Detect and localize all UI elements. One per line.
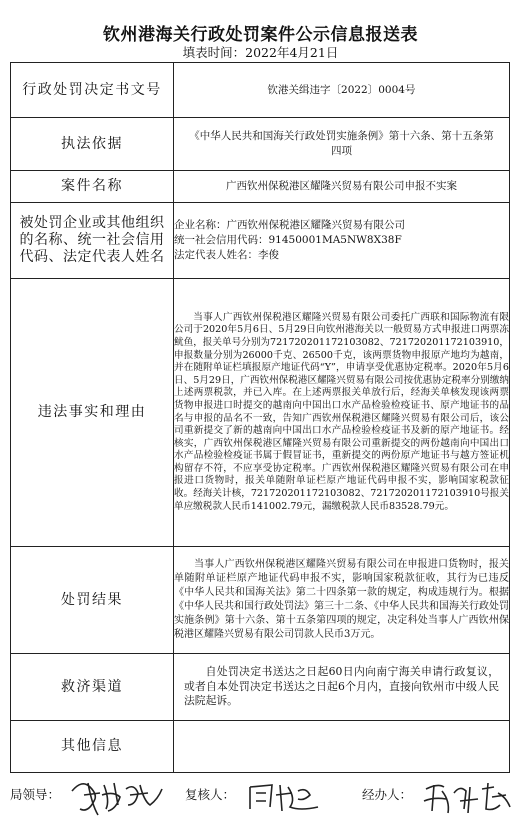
row-case-name <box>11 171 510 203</box>
handler-signature <box>420 775 516 819</box>
director-signature <box>68 775 168 819</box>
label-remedy: 救济渠道 <box>11 654 174 721</box>
remedy-text: 自处罚决定书送达之日起60日内向南宁海关申请行政复议，或者自本处罚决定书送达之日起6个月内，直接向钦州市中级人民法院起诉。 <box>184 665 499 708</box>
reviewer-label: 复核人： <box>185 787 236 802</box>
value-violation-facts <box>174 279 510 547</box>
value-remedy <box>174 654 510 721</box>
label-party-info: 被处罚企业或其他组织的名称、统一社会信用代码、法定代表人姓名 <box>11 203 174 279</box>
value-party-info <box>174 203 510 279</box>
form-title: 钦州港海关行政处罚案件公示信息报送表 <box>103 25 418 45</box>
value-penalty-result <box>174 547 510 654</box>
label-penalty-result: 处罚结果 <box>11 547 174 654</box>
party-name: 企业名称：广西钦州保税港区耀隆兴贸易有限公司 <box>174 219 405 231</box>
row-party-info <box>11 203 510 279</box>
row-remedy <box>11 654 510 721</box>
label-violation-facts: 违法事实和理由 <box>11 279 174 547</box>
party-credit-code: 统一社会信用代码：91450001MA5NW8X38F <box>174 234 402 246</box>
info-table <box>10 62 510 773</box>
label-case-name: 案件名称 <box>11 171 174 203</box>
signature-area <box>0 775 521 819</box>
value-case-name: 广西钦州保税港区耀隆兴贸易有限公司申报不实案 <box>174 171 510 203</box>
value-legal-basis: 《中华人民共和国海关行政处罚实施条例》第十六条、第十五条第四项 <box>174 118 510 171</box>
penalty-result-text: 当事人广西钦州保税港区耀隆兴贸易有限公司在申报进口货物时，报关单随附单证栏原产地证代码申报不实，影响国家税款征收，其行为已违反《中华人民共和国海关法》第二十四条第一款的规定，构成违规行为。根据《中华人民共和国行政处罚法》第三十二条、《中华人民共和国海关行政处罚实施条例》第十六条、第十五条第四项的规定，决定科处当事人广西钦州保税港区耀隆兴贸易有限公司罚款人民币3万元。 <box>174 559 509 640</box>
row-penalty-result <box>11 547 510 654</box>
row-other-info <box>11 721 510 773</box>
label-decision-number: 行政处罚决定书文号 <box>11 63 174 118</box>
violation-facts-text: 当事人广西钦州保税港区耀隆兴贸易有限公司委托广西联和国际物流有限公司于2020年5月6日、5月29日向钦州港海关以一般贸易方式申报进口两票冻鱿鱼，报关单号分别为721720201172103082、721720201172103910，申报数量分别为26000千克、26500千克，该两票货物申报原产地均为越南，并在随附单证栏填报原产地证代码“Y”，申请享受优惠协定税率。2020年5月6日、5月29日，广西钦州保税港区耀隆兴贸易有限公司按优惠协定税率分别缴纳上述两票税款，并已入库。在上述两票报关单放行后，经海关单核发现该两票货物申报进口时提交的越南向中国出口水产品检验检疫证书、原产地证书的品名与申报的品名不一致，告知广西钦州保税港区耀隆兴贸易有限公司后，该公司重新提交了新的越南向中国出口水产品检验检疫证书及新的原产地证书。经核实，广西钦州保税港区耀隆兴贸易有限公司重新提交的两份越南向中国出口水产品检验检疫证书属于假冒证书，重新提交的两份原产地证书与越方签证机构留存不符，不应享受协定税率。广西钦州保税港区耀隆兴贸易有限公司在申报进口货物时，报关单随附单证栏原产地证代码申报不实，影响国家税款征收。经海关计核，721720201172103082、721720201172103910号报关单应缴税款人民币141002.79元，漏缴税款人民币83528.79元。 <box>174 311 509 512</box>
row-decision-number <box>11 63 510 118</box>
reviewer-signature <box>244 777 324 817</box>
value-decision-number: 钦港关缉违字〔2022〕0004号 <box>174 63 510 118</box>
label-legal-basis: 执法依据 <box>11 118 174 171</box>
row-legal-basis <box>11 118 510 171</box>
value-other-info <box>174 721 510 773</box>
director-label: 局领导： <box>10 787 61 802</box>
label-other-info: 其他信息 <box>11 721 174 773</box>
party-legal-rep: 法定代表人姓名：李俊 <box>174 249 279 261</box>
handler-label: 经办人： <box>362 787 413 802</box>
row-violation-facts <box>11 279 510 547</box>
fill-date: 填表时间：2022年4月21日 <box>182 45 339 60</box>
